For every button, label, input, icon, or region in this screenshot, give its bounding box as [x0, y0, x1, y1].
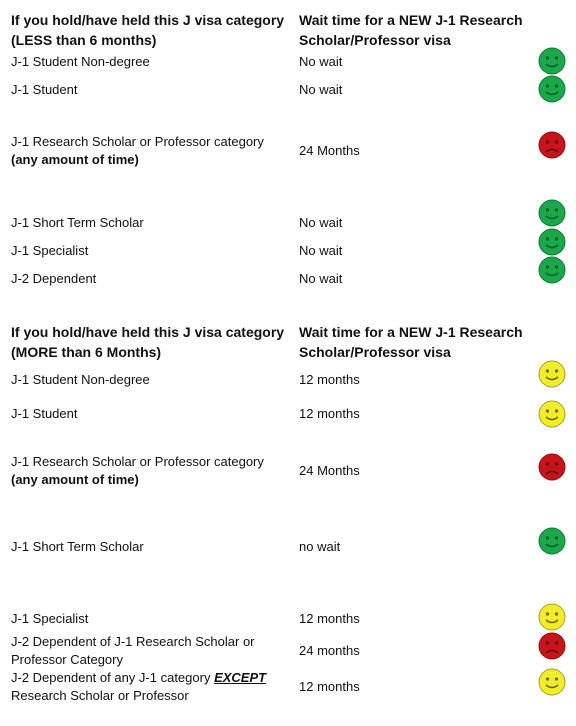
wait-time: No wait [299, 215, 343, 230]
category-post: Research Scholar or Professor [11, 688, 189, 703]
category-main: J-1 Research Scholar or Professor category [11, 454, 264, 469]
category-label: J-1 Student [11, 82, 78, 97]
category-main: J-1 Research Scholar or Professor category [11, 134, 264, 149]
wait-time: 12 months [299, 611, 360, 626]
wait-time: No wait [299, 82, 343, 97]
wait-time: 24 months [299, 643, 360, 658]
happy-face-icon [538, 47, 566, 75]
category-label: J-1 Short Term Scholar [11, 539, 144, 554]
happy-face-icon [538, 668, 566, 696]
category-label: J-1 Specialist [11, 611, 89, 626]
header-wait-less: Wait time for a NEW J-1 Research Scholar/Professor visa [299, 12, 523, 48]
happy-face-icon [538, 75, 566, 103]
sad-face-icon [538, 453, 566, 481]
wait-time: 24 Months [299, 143, 360, 158]
header-wait-more: Wait time for a NEW J-1 Research Scholar/Professor visa [299, 324, 523, 360]
happy-face-icon [538, 228, 566, 256]
wait-time: 12 months [299, 679, 360, 694]
category-label [11, 133, 281, 169]
category-label: J-2 Dependent of J-1 Research Scholar or Professor Category [11, 634, 255, 667]
wait-time: No wait [299, 243, 343, 258]
happy-face-icon [538, 400, 566, 428]
category-label [11, 453, 281, 489]
wait-time: 12 months [299, 406, 360, 421]
wait-time: No wait [299, 271, 343, 286]
category-label [11, 669, 273, 705]
happy-face-icon [538, 360, 566, 388]
category-label: J-1 Student Non-degree [11, 54, 150, 69]
category-pre: J-2 Dependent of any J-1 category [11, 670, 215, 685]
wait-time: 24 Months [299, 463, 360, 478]
wait-time: 12 months [299, 372, 360, 387]
wait-time: no wait [299, 539, 341, 554]
category-label: J-2 Dependent [11, 271, 97, 286]
category-note: (any amount of time) [11, 152, 139, 167]
happy-face-icon [538, 527, 566, 555]
sad-face-icon [538, 632, 566, 660]
category-label: J-1 Short Term Scholar [11, 215, 144, 230]
happy-face-icon [538, 199, 566, 227]
header-category-more: If you hold/have held this J visa category (MORE than 6 Months) [11, 324, 285, 360]
happy-face-icon [538, 603, 566, 631]
wait-time: No wait [299, 54, 343, 69]
happy-face-icon [538, 256, 566, 284]
sad-face-icon [538, 131, 566, 159]
header-category-less: If you hold/have held this J visa category (LESS than 6 months) [11, 12, 285, 48]
category-note: (any amount of time) [11, 472, 139, 487]
category-label: J-1 Student Non-degree [11, 372, 150, 387]
category-label: J-1 Student [11, 406, 78, 421]
category-label: J-1 Specialist [11, 243, 89, 258]
category-emphasis: EXCEPT [214, 670, 267, 685]
